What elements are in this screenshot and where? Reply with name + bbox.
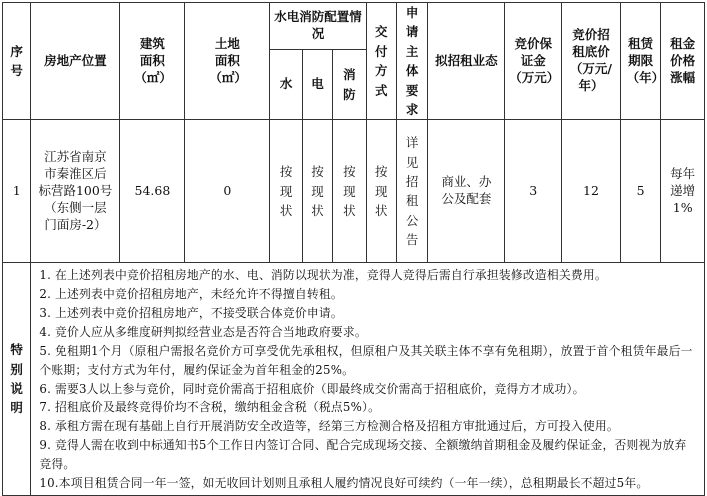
header-applicant: 申请主体要求 [397,3,428,120]
listing-table [2,2,705,496]
note-item: 10.本项目租赁合同一年一签，如无收回计划则且承租人履约情况良好可续约（一年一续），总租期最长不超过5年。 [39,475,649,490]
cell-water: 按现状 [270,120,302,263]
cell-land-area: 0 [185,120,270,263]
header-seq: 序号 [3,3,31,120]
header-building-area: 建筑面积（㎡） [120,3,185,120]
cell-seq: 1 [3,120,31,263]
note-item: 2. 上述列表中竞价招租房地产，未经允许不得擅自转租。 [39,287,343,302]
note-item: 4. 竞价人应从多维度研判拟经营业态是否符合当地政府要求。 [39,324,367,339]
note-item: 5. 免租期1个月（原租户需报名竞价方可享受优先承租权，但原租户及其关联主体不享有免租期），放置于首个租赁年最后一个账期；支付方式为年付，履约保证金为首年租金的25%。 [39,343,693,377]
cell-term: 5 [620,120,661,263]
cell-business: 商业、办公及配套 [428,120,505,263]
table-row [3,120,705,263]
cell-location: 江苏省南京市秦淮区后标营路100号（东侧一层门面房-2） [31,120,120,263]
cell-building-area: 54.68 [120,120,185,263]
header-deposit: 竞价保证金（万元） [505,3,562,120]
header-utilities: 水电消防配置情况 [270,3,366,50]
cell-delivery: 按现状 [366,120,396,263]
note-item: 7. 招租底价及最终竞得价均不含税，缴纳租金含税（税点5%）。 [39,400,381,415]
cell-applicant: 详见招租公告 [397,120,428,263]
note-item: 8. 承租方需在现有基础上自行开展消防安全改造等，经第三方检测合格及招租方审批通过后，方可投入使用。 [39,419,619,434]
header-base-price: 竞价招租底价（万元/年） [562,3,621,120]
note-item: 6. 需要3人以上参与竞价，同时竞价需高于招租底价（即最终成交价需高于招租底价，竞得方才成功）。 [39,381,585,396]
header-delivery: 交付方式 [366,3,396,120]
note-item: 3. 上述列表中竞价招租房地产，不接受联合体竞价申请。 [39,306,343,320]
cell-fire: 按现状 [333,120,366,263]
header-location: 房地产位置 [31,3,120,120]
header-power: 电 [302,49,332,119]
note-item: 1. 在上述列表中竞价招租房地产的水、电、消防以现状为准，竞得人竞得后需自行承担装修改造相关费用。 [39,268,607,283]
notes-content [31,263,705,496]
header-business: 拟招租业态 [428,3,505,120]
notes-label: 特别说明 [3,263,31,496]
header-increase: 租金价格涨幅 [661,3,705,120]
notes-row [3,263,705,496]
header-term: 租赁期限（年） [620,3,661,120]
cell-power: 按现状 [302,120,332,263]
header-fire: 消防 [333,49,366,119]
header-water: 水 [270,49,302,119]
cell-deposit: 3 [505,120,562,263]
note-item: 9. 竞得人需在收到中标通知书5个工作日内签订合同、配合完成现场交接、全额缴纳首期租金及履约保证金，否则视为放弃竞得。 [39,438,687,471]
cell-base-price: 12 [562,120,621,263]
cell-increase: 每年递增1% [661,120,705,263]
header-land-area: 土地面积（㎡） [185,3,270,120]
